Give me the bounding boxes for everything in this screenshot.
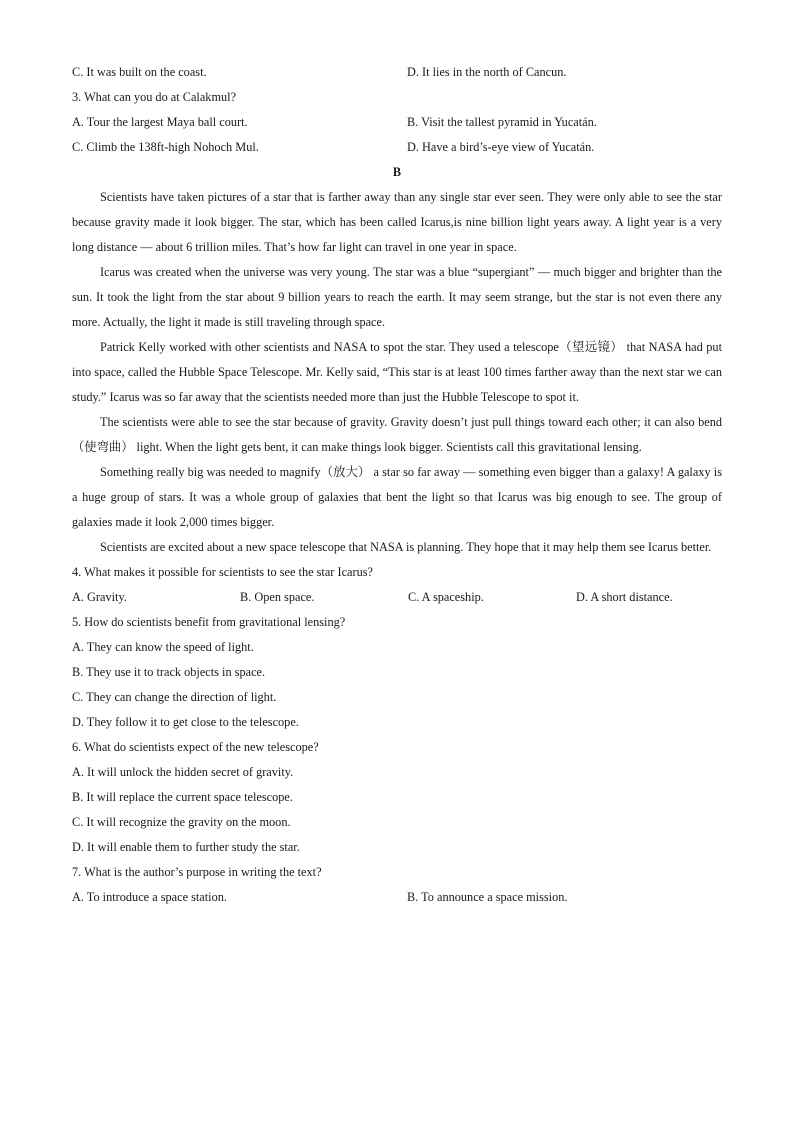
- option-c: C. Climb the 138ft-high Nohoch Mul.: [72, 140, 259, 154]
- option-d: D. A short distance.: [576, 590, 673, 604]
- passage-paragraph-2: [72, 260, 722, 335]
- option-a: A. To introduce a space station.: [72, 890, 227, 904]
- option-d: D. It lies in the north of Cancun.: [407, 65, 567, 79]
- option-a: A. They can know the speed of light.: [72, 640, 254, 654]
- option-a: A. Gravity.: [72, 590, 127, 604]
- option-c: C. They can change the direction of light.: [72, 690, 277, 704]
- option-b: B. Visit the tallest pyramid in Yucatán.: [407, 115, 597, 129]
- option-d: D. Have a bird’s-eye view of Yucatán.: [407, 140, 595, 154]
- passage-paragraph-5: [72, 460, 722, 535]
- question-6-stem: 6. What do scientists expect of the new telescope?: [72, 740, 319, 754]
- passage-paragraph-1: [72, 185, 722, 260]
- option-b: B. Open space.: [240, 590, 315, 604]
- paragraph-text: Patrick Kelly worked with other scientists and NASA to spot the star. They used a telescope（望远镜） that NASA had put into space, called the Hubble Space Telescope. Mr. Kelly said, “This star is at least 100 times farther away than the next star we can study.” Icarus was so far away that the scientists needed more than just the Hubble Telescope to spot it.: [72, 340, 722, 404]
- paragraph-text: Scientists have taken pictures of a star that is farther away than any single star ever seen. They were only able to see the star because gravity made it look bigger. The star, which has been called Icarus,is nine billion light years away. A light year is a very long distance — about 6 trillion miles. That’s how far light can travel in one year in space.: [72, 190, 722, 254]
- passage-paragraph-4: [72, 410, 722, 460]
- question-3-options-row-2: [72, 135, 722, 160]
- option-d: D. It will enable them to further study the star.: [72, 840, 300, 854]
- option-c: C. It will recognize the gravity on the moon.: [72, 815, 291, 829]
- paragraph-text: Something really big was needed to magnify（放大） a star so far away — something even bigger than a galaxy! A galaxy is a huge group of stars. It was a whole group of galaxies that bent the light so that Icarus was big enough to see. The group of galaxies made it look 2,000 times bigger.: [72, 465, 722, 529]
- paragraph-text: Scientists are excited about a new space telescope that NASA is planning. They hope that it may help them see Icarus better.: [100, 540, 712, 554]
- option-d: D. They follow it to get close to the telescope.: [72, 715, 299, 729]
- question-7-stem: 7. What is the author’s purpose in writing the text?: [72, 865, 322, 879]
- exam-page: [72, 60, 722, 910]
- question-2-options-row: [72, 60, 722, 85]
- question-5-stem: 5. How do scientists benefit from gravitational lensing?: [72, 615, 346, 629]
- question-4-stem: 4. What makes it possible for scientists to see the star Icarus?: [72, 565, 373, 579]
- option-b: B. To announce a space mission.: [407, 890, 568, 904]
- question-3-options-row-1: [72, 110, 722, 135]
- paragraph-text: The scientists were able to see the star because of gravity. Gravity doesn’t just pull things toward each other; it can also bend（使弯曲） light. When the light gets bent, it can make things look bigger. Scientists call this gravitational lensing.: [72, 415, 722, 454]
- passage-paragraph-6: [72, 535, 722, 560]
- option-c: C. A spaceship.: [408, 590, 484, 604]
- option-b: B. They use it to track objects in space.: [72, 665, 266, 679]
- paragraph-text: Icarus was created when the universe was very young. The star was a blue “supergiant” — much bigger and brighter than the sun. It took the light from the star about 9 billion years to reach the earth. It may seem strange, but the star is not even there any more. Actually, the light it made is still traveling through space.: [72, 265, 722, 329]
- option-a: A. It will unlock the hidden secret of gravity.: [72, 765, 294, 779]
- question-3-stem: 3. What can you do at Calakmul?: [72, 90, 237, 104]
- question-7-options-row: [72, 885, 722, 910]
- passage-paragraph-3: [72, 335, 722, 410]
- section-heading: B: [392, 165, 402, 179]
- option-b: B. It will replace the current space telescope.: [72, 790, 293, 804]
- option-a: A. Tour the largest Maya ball court.: [72, 115, 248, 129]
- option-c: C. It was built on the coast.: [72, 65, 207, 79]
- question-4-options-row: [72, 585, 722, 610]
